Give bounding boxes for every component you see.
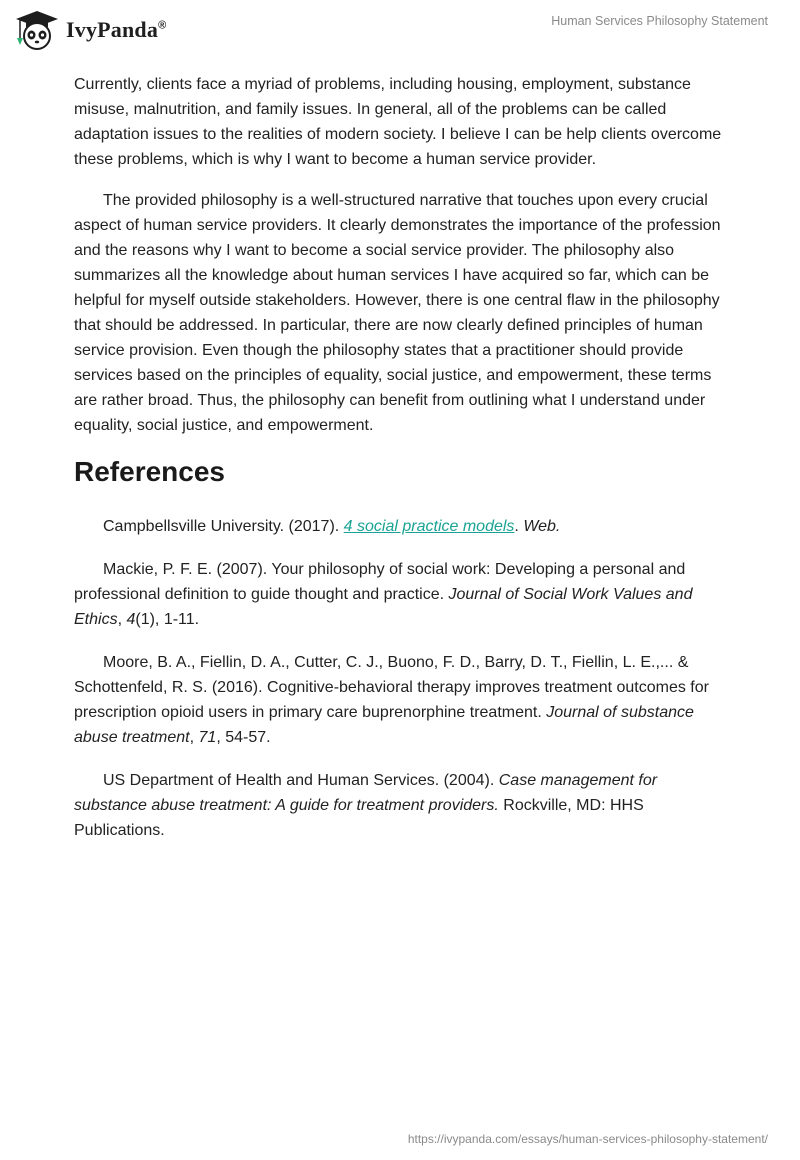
page-header — [0, 0, 800, 62]
running-title: Human Services Philosophy Statement — [551, 14, 768, 28]
essay-content — [74, 72, 726, 861]
ivypanda-logo[interactable] — [14, 10, 166, 50]
reference-item: Moore, B. A., Fiellin, D. A., Cutter, C. J., Buono, F. D., Barry, D. T., Fiellin, L. E.,... & Schottenfeld, R. S. (2016). Cognitive-behavioral therapy improves treatment outcomes for prescription opioid users in primary care buprenorphine treatment. Journal of substance abuse treatment, 71, 54-57. — [74, 654, 709, 746]
reference-link[interactable]: 4 social practice models — [343, 518, 515, 535]
brand-name: IvyPanda® — [66, 17, 167, 42]
footer-url[interactable]: https://ivypanda.com/essays/human-services-philosophy-statement/ — [407, 1132, 768, 1146]
body-paragraph: The provided philosophy is a well-structured narrative that touches upon every crucial aspect of human service providers. It clearly demonstrates the importance of the profession and the reasons why I want to become a social service provider. The philosophy also summarizes all the knowledge about human services I have acquired so far, which can be helpful for myself outside stakeholders. However, there is one central flaw in the philosophy that should be addressed. In particular, there are now clearly defined principles of human service provision. Even though the philosophy states that a practitioner should provide services based on the principles of equality, social justice, and empowerment, these terms are rather broad. Thus, the philosophy can benefit from outlining what I understand under equality, social justice, and empowerment. — [74, 192, 721, 434]
reference-item: US Department of Health and Human Services. (2004). Case management for substance abuse treatment: A guide for treatment providers. Rockville, MD: HHS Publications. — [74, 772, 658, 839]
references-heading: References — [74, 456, 225, 487]
body-paragraph: Currently, clients face a myriad of problems, including housing, employment, substance misuse, malnutrition, and family issues. In general, all of the problems can be called adaptation issues to the realities of modern society. I believe I can be help clients overcome these problems, which is why I want to become a human service provider. — [74, 76, 722, 168]
reference-item: Campbellsville University. (2017). 4 social practice models. Web. — [103, 518, 561, 535]
panda-graduate-icon — [14, 10, 60, 50]
reference-item: Mackie, P. F. E. (2007). Your philosophy of social work: Developing a personal and professional definition to guide thought and practice. Journal of Social Work Values and Ethics, 4(1), 1-11. — [74, 561, 693, 628]
